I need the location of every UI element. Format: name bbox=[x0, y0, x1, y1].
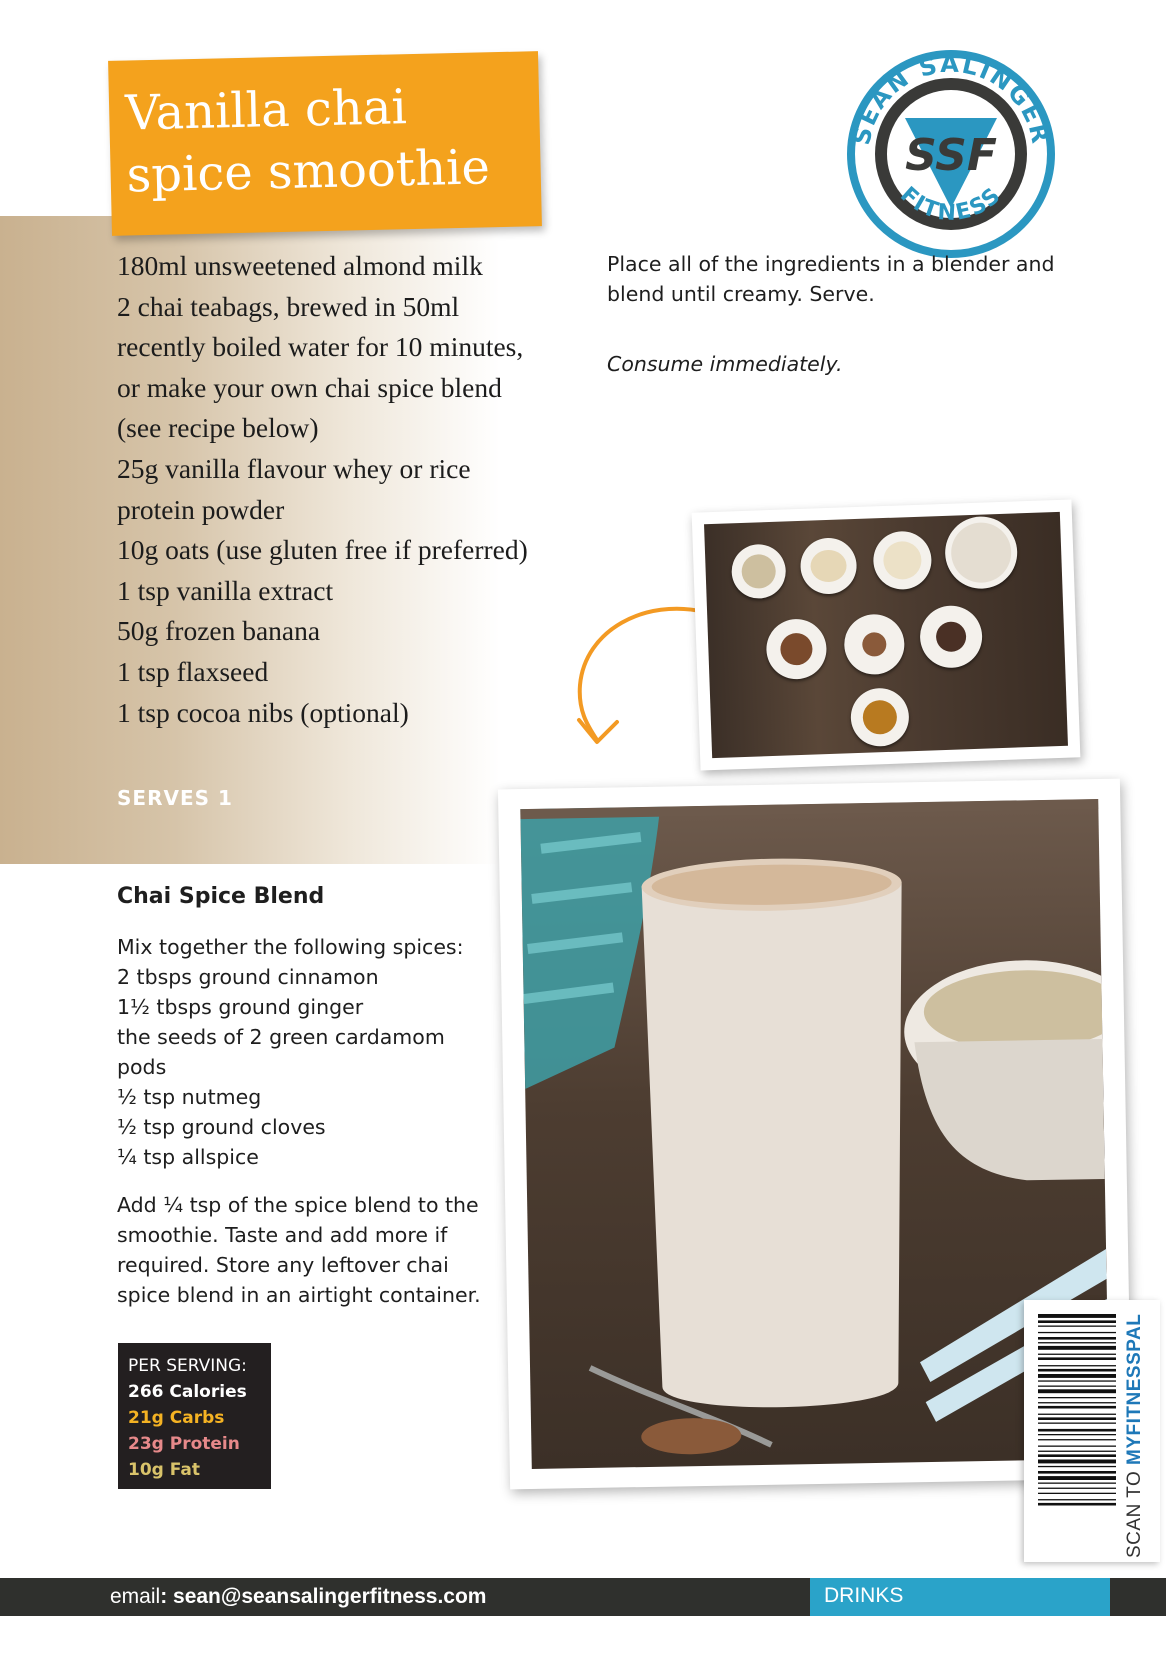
ingredients-photo bbox=[692, 499, 1081, 770]
vanilla-extract-bowl bbox=[850, 687, 910, 747]
ingredient-line: 180ml unsweetened almond milk bbox=[117, 250, 483, 281]
barcode-bar bbox=[1038, 1439, 1116, 1440]
barcode-bar bbox=[1038, 1374, 1116, 1378]
barcode-bar bbox=[1038, 1380, 1116, 1381]
barcode-bar bbox=[1038, 1488, 1116, 1489]
protein-value: 23g Protein bbox=[128, 1434, 240, 1454]
barcode-bar bbox=[1038, 1337, 1116, 1340]
barcode-bar bbox=[1038, 1483, 1116, 1484]
carbs-value: 21g Carbs bbox=[128, 1408, 225, 1428]
barcode-bar bbox=[1038, 1397, 1116, 1398]
footer-email[interactable] bbox=[110, 1585, 486, 1609]
logo-top-text: SEAN SALINGER bbox=[847, 49, 1055, 148]
cocoa-nibs-bowl bbox=[919, 605, 983, 669]
recipe-title: Vanilla chai spice smoothie bbox=[124, 79, 491, 204]
ingredient-line: protein powder bbox=[117, 493, 285, 525]
nutrition-heading: PER SERVING: bbox=[128, 1356, 247, 1376]
ingredient-line: 25g vanilla flavour whey or rice bbox=[117, 452, 471, 484]
barcode-bar bbox=[1038, 1499, 1116, 1500]
banana-bowl bbox=[800, 537, 858, 595]
oats-bowl bbox=[731, 543, 787, 599]
smoothie-photo-image bbox=[520, 799, 1109, 1469]
barcode-bar bbox=[1038, 1314, 1116, 1318]
barcode-bar bbox=[1038, 1326, 1116, 1327]
barcode-bar bbox=[1038, 1417, 1116, 1420]
method-section bbox=[607, 249, 1077, 379]
serves-label: SERVES 1 bbox=[117, 786, 233, 810]
smoothie-illustration bbox=[520, 799, 1109, 1469]
barcode-bar bbox=[1038, 1406, 1116, 1409]
method-text: Place all of the ingredients in a blender and blend until creamy. Serve. bbox=[607, 252, 1055, 306]
chai-spice-section bbox=[117, 932, 487, 1172]
barcode-bar bbox=[1038, 1493, 1116, 1494]
ingredient-line: 1 tsp cocoa nibs (optional) bbox=[117, 696, 409, 728]
barcode-bar bbox=[1038, 1446, 1116, 1447]
barcode-bar bbox=[1038, 1451, 1116, 1452]
list-item: ½ tsp nutmeg bbox=[117, 1085, 262, 1109]
calories-value: 266 Calories bbox=[128, 1382, 247, 1402]
barcode-bar bbox=[1038, 1332, 1116, 1333]
fat-value: 10g Fat bbox=[128, 1460, 200, 1480]
footer-bar bbox=[0, 1578, 1166, 1616]
chai-intro-text: Mix together the following spices: bbox=[117, 935, 464, 959]
logo-monogram: SSF bbox=[905, 130, 997, 181]
title-banner bbox=[108, 51, 542, 236]
barcode-bar bbox=[1038, 1402, 1116, 1403]
barcode-bar bbox=[1038, 1466, 1116, 1467]
barcode-bar bbox=[1038, 1460, 1116, 1464]
method-note: Consume immediately. bbox=[607, 352, 843, 376]
barcode-bar bbox=[1038, 1346, 1116, 1350]
protein-powder-bowl bbox=[872, 530, 932, 590]
barcode-bar bbox=[1038, 1476, 1116, 1480]
barcode-bar bbox=[1038, 1471, 1116, 1474]
category-label: DRINKS bbox=[810, 1578, 1110, 1616]
ingredient-line: 10g oats (use gluten free if preferred) bbox=[117, 534, 528, 566]
barcode-bar bbox=[1038, 1342, 1116, 1343]
list-item: the seeds of 2 green cardamom pods bbox=[117, 1025, 445, 1079]
list-item: ½ tsp ground cloves bbox=[117, 1115, 326, 1139]
ingredient-line: recently boiled water for 10 minutes, bbox=[117, 331, 524, 363]
ingredients-photo-image bbox=[704, 512, 1068, 758]
barcode-bar bbox=[1038, 1454, 1116, 1457]
chai-spice-list bbox=[117, 962, 487, 1172]
barcode-bar bbox=[1038, 1320, 1116, 1323]
logo-bottom-text: FITNESS bbox=[895, 182, 1007, 227]
list-item: 2 tbsps ground cinnamon bbox=[117, 965, 379, 989]
ingredient-line: 2 chai teabags, brewed in 50ml bbox=[117, 290, 460, 322]
ingredient-line: 1 tsp flaxseed bbox=[117, 655, 269, 687]
chai-outro-text: Add ¼ tsp of the spice blend to the smoothie. Taste and add more if required. Store any leftover chai spice blend in an airtight container. bbox=[117, 1193, 481, 1307]
ingredient-line: (see recipe below) bbox=[117, 412, 319, 444]
ingredient-line: 50g frozen banana bbox=[117, 615, 321, 647]
sean-salinger-fitness-logo bbox=[845, 48, 1057, 260]
email-value[interactable]: : sean@seansalingerfitness.com bbox=[160, 1585, 487, 1608]
barcode-bar bbox=[1038, 1503, 1116, 1506]
email-label: email bbox=[110, 1585, 161, 1608]
barcode-bar bbox=[1038, 1434, 1116, 1435]
nutrition-box bbox=[118, 1343, 271, 1489]
ingredients-list bbox=[117, 246, 617, 733]
ingredient-line: 1 tsp vanilla extract bbox=[117, 574, 334, 606]
barcode-bar bbox=[1038, 1389, 1116, 1393]
barcode-bar bbox=[1038, 1414, 1116, 1415]
list-item: ¼ tsp allspice bbox=[117, 1145, 259, 1169]
scan-prefix: SCAN TO bbox=[1124, 1464, 1145, 1558]
barcode-bar bbox=[1038, 1354, 1116, 1355]
almond-milk-glass bbox=[944, 515, 1018, 589]
barcode-bar bbox=[1038, 1369, 1116, 1372]
barcode-bar bbox=[1038, 1386, 1116, 1387]
scan-label bbox=[1120, 1304, 1148, 1558]
list-item: 1½ tbsps ground ginger bbox=[117, 995, 364, 1019]
scan-brand: MYFITNESSPAL bbox=[1124, 1313, 1145, 1465]
curved-arrow-icon bbox=[575, 600, 710, 760]
spice-bowl bbox=[843, 613, 905, 675]
barcode-bar bbox=[1038, 1423, 1116, 1424]
cinnamon-bowl bbox=[765, 618, 827, 680]
barcode-bar bbox=[1038, 1357, 1116, 1360]
barcode-bar bbox=[1038, 1429, 1116, 1432]
ingredient-line: or make your own chai spice blend bbox=[117, 371, 502, 403]
chai-spice-heading: Chai Spice Blend bbox=[117, 884, 325, 909]
barcode-bar bbox=[1038, 1365, 1116, 1366]
